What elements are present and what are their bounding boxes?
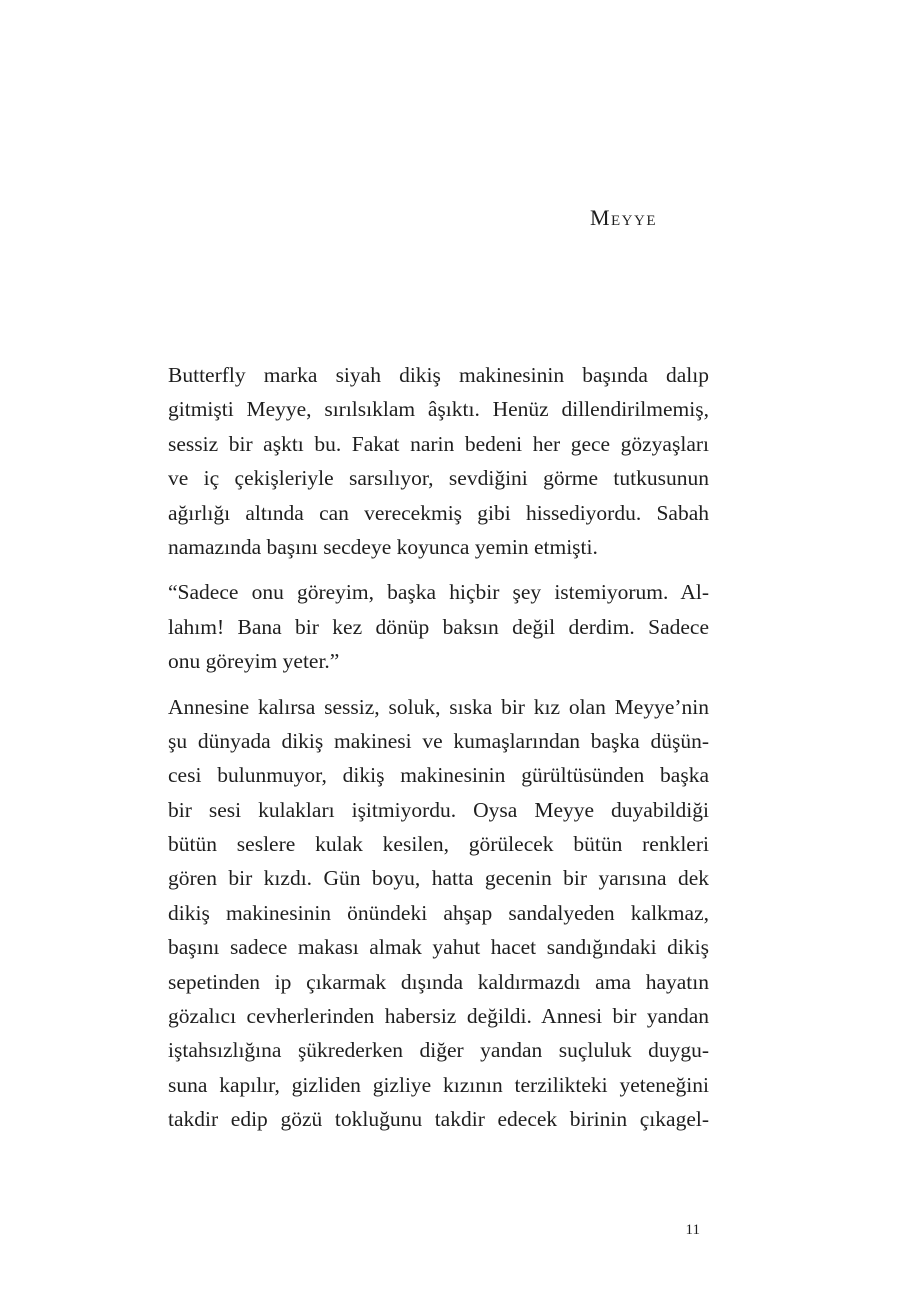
text-line: dikiş makinesinin önündeki ahşap sandalyeden kalkmaz, <box>168 900 709 925</box>
body-text <box>168 358 709 1148</box>
text-line: bütün seslere kulak kesilen, görülecek bütün renkleri <box>168 832 709 857</box>
text-line: iştahsızlığına şükrederken diğer yandan suçluluk duygu- <box>168 1038 709 1063</box>
text-line: namazında başını secdeye koyunca yemin etmişti. <box>168 534 598 559</box>
text-line: Butterfly marka siyah dikiş makinesinin başında dalıp <box>168 363 709 387</box>
text-line: ağırlığı altında can verecekmiş gibi hissediyordu. Sabah <box>168 500 709 525</box>
text-line: cesi bulunmuyor, dikiş makinesinin gürültüsünden başka <box>168 763 709 788</box>
text-line: gitmişti Meyye, sırılsıklam âşıktı. Henüz dillendirilmemiş, <box>168 397 709 422</box>
text-line: lahım! Bana bir kez dönüp baksın değil derdim. Sadece <box>168 614 709 639</box>
text-line: sessiz bir aşktı bu. Fakat narin bedeni her gece gözyaşları <box>168 431 709 456</box>
text-line: takdir edip gözü tokluğunu takdir edecek birinin çıkagel- <box>168 1107 709 1132</box>
page-number: 11 <box>685 1222 700 1238</box>
chapter-title: Meyye <box>589 205 657 230</box>
text-line: Annesine kalırsa sessiz, soluk, sıska bir kız olan Meyye’nin <box>168 694 709 719</box>
text-line: gören bir kızdı. Gün boyu, hatta gecenin bir yarısına dek <box>168 866 709 891</box>
text-line: “Sadece onu göreyim, başka hiçbir şey istemiyorum. Al- <box>168 580 709 605</box>
text-line: sepetinden ip çıkarmak dışında kaldırmazdı ama hayatın <box>168 969 709 994</box>
text-line: gözalıcı cevherlerinden habersiz değildi. Annesi bir yandan <box>168 1004 709 1029</box>
text-line: şu dünyada dikiş makinesi ve kumaşlarından başka düşün- <box>168 728 709 753</box>
paragraph <box>168 690 709 1137</box>
paragraph <box>168 575 709 678</box>
text-line: suna kapılır, gizliden gizliye kızının terzilikteki yeteneğini <box>168 1072 709 1097</box>
text-line: bir sesi kulakları işitmiyordu. Oysa Meyye duyabildiği <box>168 797 709 822</box>
text-line: onu göreyim yeter.” <box>168 649 340 674</box>
paragraph <box>168 358 709 564</box>
text-line: ve iç çekişleriyle sarsılıyor, sevdiğini görme tutkusunun <box>168 466 709 491</box>
text-line: başını sadece makası almak yahut hacet sandığındaki dikiş <box>168 935 709 960</box>
